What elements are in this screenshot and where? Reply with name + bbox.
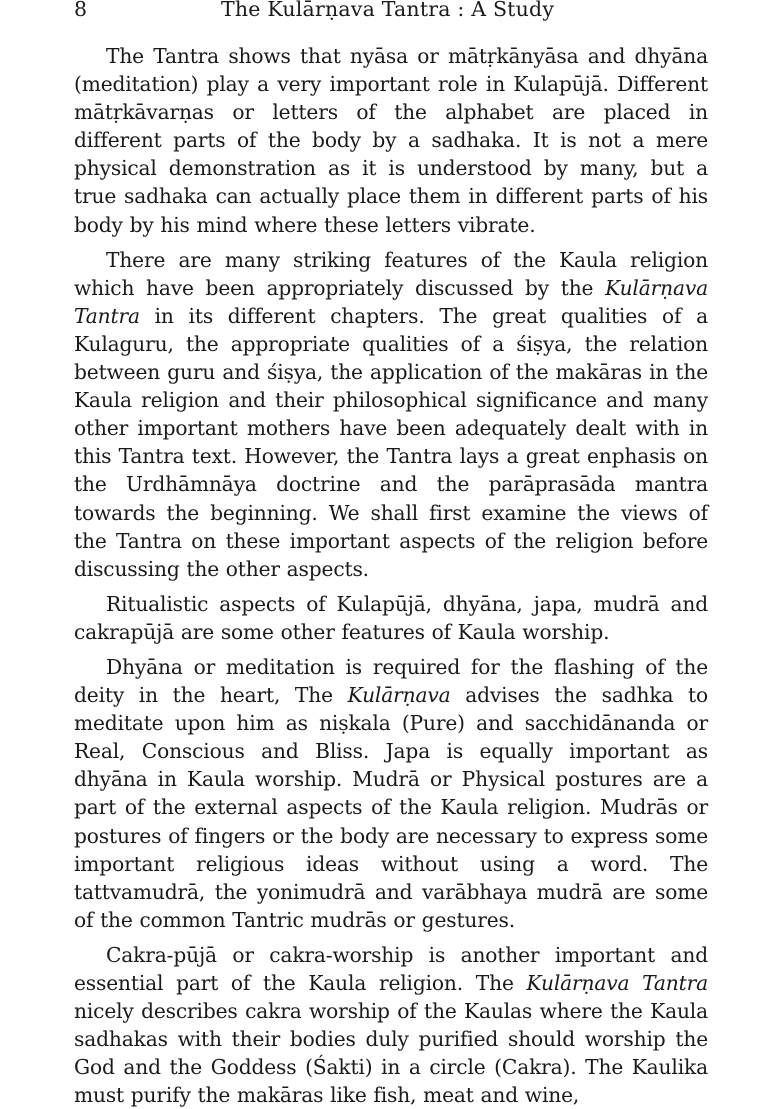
paragraph-nyasa [74,42,708,239]
paragraph-text: nicely describes cakra worship of the Kaulas where the Kaula sadhakas with their bodies duly purified should worship the God and the Goddess (Śakti) in a circle (Cakra). The Kaulika must purify the makāras like fish, meat and wine, [74,999,708,1108]
running-title: The Kulārṇava Tantra : A Study [221,0,555,21]
paragraph-text: Ritualistic aspects of Kulapūjā, dhyāna, japa, mudrā and cakrapūjā are some other features of Kaula worship. [74,591,708,644]
paragraph-kaula-features [74,246,708,583]
paragraph-text: There are many striking features of the Kaula religion which have been appropriately discussed by the [74,247,708,300]
italic-title: Kulārṇava Tantra [526,971,708,995]
italic-title: Kulārṇava [347,683,451,708]
paragraph-text: advises the sadhka to meditate upon him as niṣkala (Pure) and sacchidānanda or Real, Conscious and Bliss. Japa is equally important as dhyāna in Kaula worship. Mudrā or Physical postures are a part of the external aspects of the Kaula religion. Mudrās or postures of fingers or the body are necessary to express some important religious ideas without using a word. The tattvamudrā, the yonimudrā and varābhaya mudrā are some of the common Tantric mudrās or gestures. [74,683,708,932]
paragraph-cakra-puja [74,941,708,1109]
paragraph-text: in its different chapters. The great qualities of a Kulaguru, the appropriate qualities of a śiṣya, the relation between guru and śiṣya, the application of the makāras in the Kaula religion and their philosophical significance and many other important mothers have been adequately dealt with in this Tantra text. However, the Tantra lays a great enphasis on the Urdhāmnāya doctrine and the parāprasāda mantra towards the beginning. We shall first examine the views of the Tantra on these important aspects of the religion before discussing the other aspects. [74,303,708,581]
paragraph-text: Cakra-pūjā or cakra-worship is another important and essential part of the Kaula religion. The [74,942,708,995]
paragraph-text: The Tantra shows that nyāsa or mātṛkānyāsa and dhyāna (meditation) play a very important role in Kulapūjā. Different mātṛkāvarṇas or letters of the alphabet are placed in different parts of the body by a sadhaka. It is not a mere physical demonstration as it is understood by many, but a true sadhaka can actually place them in different parts of his body by his mind where these letters vibrate. [74,44,708,237]
page-number: 8 [74,0,88,21]
paragraph-dhyana [74,653,708,934]
running-head [74,0,708,22]
paragraph-ritualistic-aspects [74,590,708,646]
paragraph-text: Dhyāna or meditation is required for the flashing of the deity in the heart, The [74,654,708,708]
italic-title: Kulārṇava Tantra [74,275,708,328]
body-text [74,42,708,1109]
